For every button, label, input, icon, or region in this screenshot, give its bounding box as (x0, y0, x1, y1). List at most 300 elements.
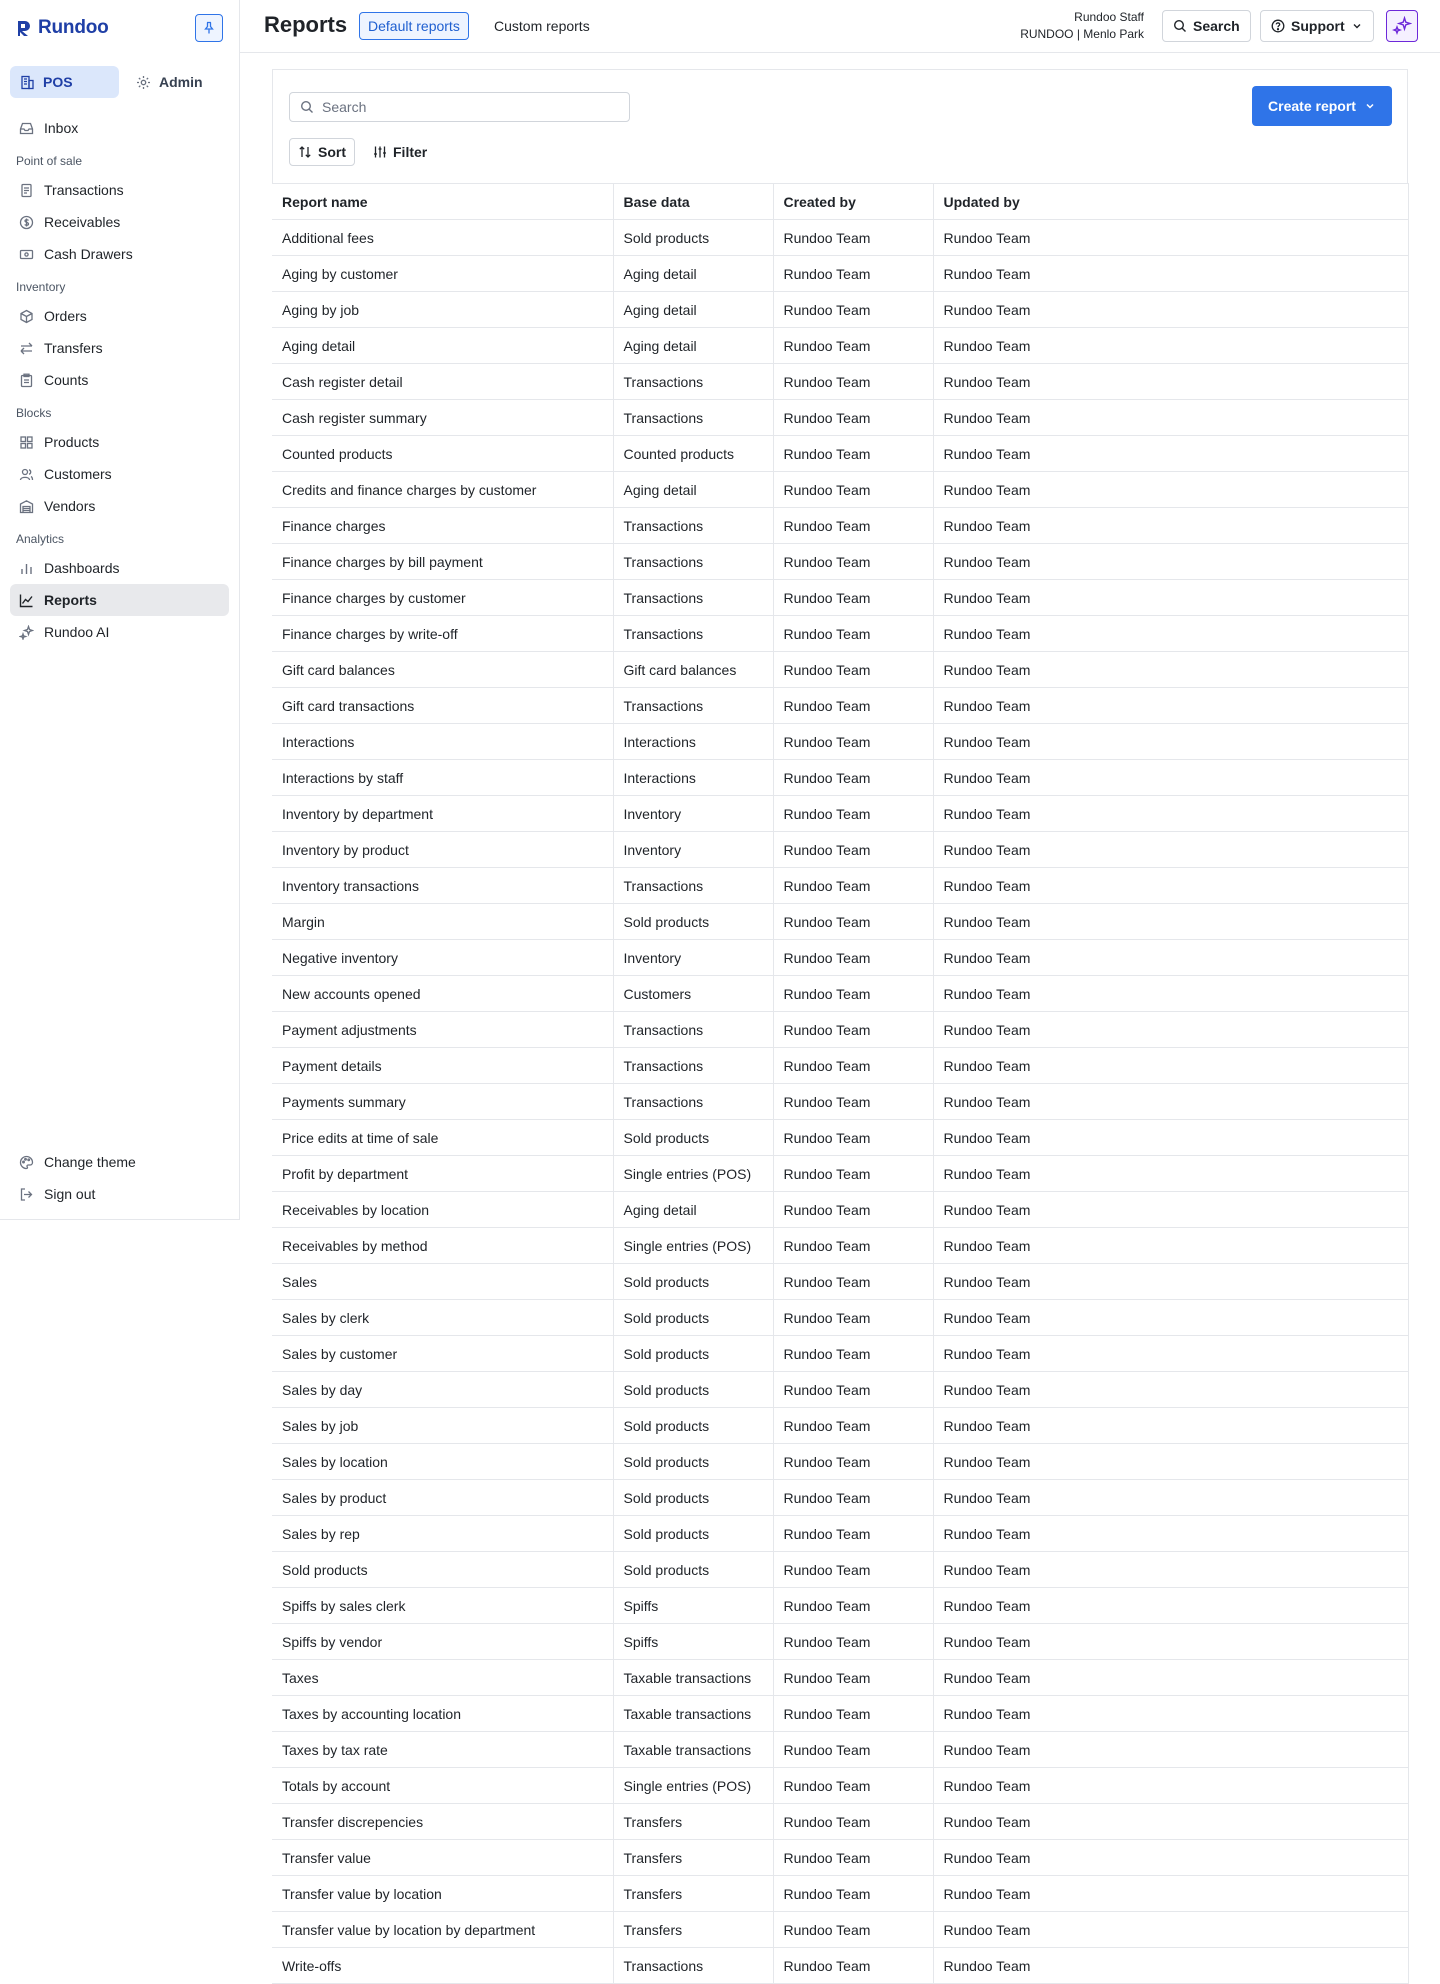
updated-by-cell: Rundoo Team (933, 1012, 1408, 1048)
updated-by-cell: Rundoo Team (933, 1444, 1408, 1480)
updated-by-cell: Rundoo Team (933, 1552, 1408, 1588)
updated-by-cell: Rundoo Team (933, 364, 1408, 400)
sidebar-item-inbox[interactable] (10, 112, 229, 144)
dollar-circle-icon (18, 214, 34, 230)
sidebar-item-label: Inbox (44, 120, 79, 136)
sidebar-item-orders[interactable] (10, 300, 229, 332)
sidebar-item-label: Dashboards (44, 560, 120, 576)
report-name-cell: Sold products (272, 1552, 613, 1588)
base-data-cell: Single entries (POS) (613, 1156, 773, 1192)
table-row[interactable] (272, 1768, 1408, 1804)
created-by-cell: Rundoo Team (773, 1084, 933, 1120)
updated-by-cell: Rundoo Team (933, 1408, 1408, 1444)
created-by-cell: Rundoo Team (773, 976, 933, 1012)
base-data-cell: Transactions (613, 1084, 773, 1120)
report-name-cell: Transfer value (272, 1840, 613, 1876)
table-row[interactable] (272, 1516, 1408, 1552)
table-row[interactable] (272, 1228, 1408, 1264)
created-by-cell: Rundoo Team (773, 1624, 933, 1660)
sidebar-item-reports[interactable] (10, 584, 229, 616)
sidebar-item-rundoo-ai[interactable] (10, 616, 229, 648)
updated-by-cell: Rundoo Team (933, 1300, 1408, 1336)
search-icon (300, 100, 314, 114)
table-row[interactable] (272, 868, 1408, 904)
report-name-cell: Sales by job (272, 1408, 613, 1444)
base-data-cell: Aging detail (613, 472, 773, 508)
base-data-cell: Sold products (613, 1480, 773, 1516)
table-row[interactable] (272, 724, 1408, 760)
table-row[interactable] (272, 1660, 1408, 1696)
report-name-cell: Inventory transactions (272, 868, 613, 904)
sidebar-item-dashboards[interactable] (10, 552, 229, 584)
updated-by-cell: Rundoo Team (933, 1228, 1408, 1264)
base-data-cell: Aging detail (613, 292, 773, 328)
updated-by-cell: Rundoo Team (933, 1624, 1408, 1660)
table-row[interactable] (272, 1804, 1408, 1840)
created-by-cell: Rundoo Team (773, 1480, 933, 1516)
table-row[interactable] (272, 1552, 1408, 1588)
created-by-cell: Rundoo Team (773, 1516, 933, 1552)
report-name-cell: Credits and finance charges by customer (272, 472, 613, 508)
sidebar-item-label: Customers (44, 466, 112, 482)
table-row[interactable] (272, 400, 1408, 436)
palette-icon (18, 1154, 34, 1170)
report-name-cell: Receivables by method (272, 1228, 613, 1264)
created-by-cell: Rundoo Team (773, 688, 933, 724)
created-by-cell: Rundoo Team (773, 472, 933, 508)
base-data-cell: Sold products (613, 1264, 773, 1300)
table-row[interactable] (272, 976, 1408, 1012)
table-body (272, 220, 1408, 1984)
ai-assistant-button[interactable] (1386, 10, 1418, 42)
base-data-cell: Taxable transactions (613, 1660, 773, 1696)
mode-admin-button[interactable] (126, 66, 226, 98)
updated-by-cell: Rundoo Team (933, 220, 1408, 256)
rundoo-logo-icon (16, 19, 32, 37)
report-name-cell: New accounts opened (272, 976, 613, 1012)
report-name-cell: Cash register summary (272, 400, 613, 436)
base-data-cell: Aging detail (613, 1192, 773, 1228)
report-name-cell: Margin (272, 904, 613, 940)
base-data-cell: Transactions (613, 364, 773, 400)
sidebar-item-vendors[interactable] (10, 490, 229, 522)
report-name-cell: Interactions by staff (272, 760, 613, 796)
base-data-cell: Spiffs (613, 1588, 773, 1624)
reports-search-input[interactable] (289, 92, 630, 122)
table-row[interactable] (272, 508, 1408, 544)
created-by-cell: Rundoo Team (773, 1048, 933, 1084)
sort-button[interactable] (289, 138, 355, 166)
table-row[interactable] (272, 688, 1408, 724)
base-data-cell: Transactions (613, 1012, 773, 1048)
base-data-cell: Transfers (613, 1804, 773, 1840)
report-name-cell: Spiffs by vendor (272, 1624, 613, 1660)
updated-by-cell: Rundoo Team (933, 508, 1408, 544)
gear-icon (136, 75, 151, 90)
created-by-cell: Rundoo Team (773, 1192, 933, 1228)
search-icon (1173, 19, 1187, 33)
report-name-cell: Interactions (272, 724, 613, 760)
base-data-cell: Customers (613, 976, 773, 1012)
report-name-cell: Profit by department (272, 1156, 613, 1192)
table-row[interactable] (272, 1264, 1408, 1300)
sidebar-bottom (10, 1146, 229, 1210)
created-by-cell: Rundoo Team (773, 1408, 933, 1444)
base-data-cell: Taxable transactions (613, 1732, 773, 1768)
updated-by-cell: Rundoo Team (933, 796, 1408, 832)
sidebar-item-customers[interactable] (10, 458, 229, 490)
sidebar-item-label: Rundoo AI (44, 624, 110, 640)
table-row[interactable] (272, 796, 1408, 832)
user-name: Rundoo Staff (1074, 10, 1144, 24)
created-by-cell: Rundoo Team (773, 1804, 933, 1840)
table-row[interactable] (272, 904, 1408, 940)
base-data-cell: Inventory (613, 940, 773, 976)
report-name-cell: Finance charges by bill payment (272, 544, 613, 580)
table-row[interactable] (272, 1624, 1408, 1660)
base-data-cell: Sold products (613, 1444, 773, 1480)
table-row[interactable] (272, 940, 1408, 976)
created-by-cell: Rundoo Team (773, 508, 933, 544)
created-by-cell: Rundoo Team (773, 292, 933, 328)
report-name-cell: Negative inventory (272, 940, 613, 976)
sidebar-item-transfers[interactable] (10, 332, 229, 364)
building-icon (20, 75, 35, 90)
created-by-cell: Rundoo Team (773, 1156, 933, 1192)
created-by-cell: Rundoo Team (773, 1732, 933, 1768)
created-by-cell: Rundoo Team (773, 1012, 933, 1048)
updated-by-cell: Rundoo Team (933, 1732, 1408, 1768)
report-name-cell: Counted products (272, 436, 613, 472)
section-blocks: Blocks (16, 406, 52, 420)
updated-by-cell: Rundoo Team (933, 1588, 1408, 1624)
report-name-cell: Sales by day (272, 1372, 613, 1408)
updated-by-cell: Rundoo Team (933, 1804, 1408, 1840)
base-data-cell: Transactions (613, 508, 773, 544)
table-row[interactable] (272, 1696, 1408, 1732)
page-title: Reports (264, 12, 348, 37)
report-name-cell: Sales by customer (272, 1336, 613, 1372)
base-data-cell: Taxable transactions (613, 1696, 773, 1732)
top-bar (240, 0, 1440, 53)
table-row[interactable] (272, 580, 1408, 616)
table-row[interactable] (272, 832, 1408, 868)
table-row[interactable] (272, 1156, 1408, 1192)
brand-name: Rundoo (38, 17, 109, 38)
created-by-cell: Rundoo Team (773, 724, 933, 760)
base-data-cell: Inventory (613, 796, 773, 832)
table-row[interactable] (272, 1444, 1408, 1480)
sidebar-item-label: Reports (44, 592, 97, 608)
created-by-cell: Rundoo Team (773, 544, 933, 580)
column-header-report-name[interactable]: Report name (272, 184, 613, 220)
section-inventory: Inventory (16, 280, 66, 294)
updated-by-cell: Rundoo Team (933, 1768, 1408, 1804)
report-name-cell: Taxes by accounting location (272, 1696, 613, 1732)
table-row[interactable] (272, 1840, 1408, 1876)
table-row[interactable] (272, 616, 1408, 652)
updated-by-cell: Rundoo Team (933, 1876, 1408, 1912)
change-theme-button[interactable] (10, 1146, 229, 1178)
report-name-cell: Sales by rep (272, 1516, 613, 1552)
created-by-cell: Rundoo Team (773, 400, 933, 436)
base-data-cell: Transactions (613, 1048, 773, 1084)
report-name-cell: Payment adjustments (272, 1012, 613, 1048)
report-name-cell: Gift card transactions (272, 688, 613, 724)
brand[interactable] (16, 16, 109, 40)
base-data-cell: Transactions (613, 1948, 773, 1984)
reports-table (272, 183, 1409, 1984)
column-header-created-by[interactable]: Created by (773, 184, 933, 220)
created-by-cell: Rundoo Team (773, 580, 933, 616)
base-data-cell: Transfers (613, 1876, 773, 1912)
table-row[interactable] (272, 256, 1408, 292)
table-row[interactable] (272, 1192, 1408, 1228)
updated-by-cell: Rundoo Team (933, 760, 1408, 796)
users-icon (18, 466, 34, 482)
table-row[interactable] (272, 1912, 1408, 1948)
base-data-cell: Spiffs (613, 1624, 773, 1660)
base-data-cell: Sold products (613, 1120, 773, 1156)
report-name-cell: Aging by customer (272, 256, 613, 292)
report-name-cell: Finance charges (272, 508, 613, 544)
updated-by-cell: Rundoo Team (933, 1264, 1408, 1300)
sparkles-icon (18, 624, 34, 640)
created-by-cell: Rundoo Team (773, 868, 933, 904)
table-row[interactable] (272, 292, 1408, 328)
updated-by-cell: Rundoo Team (933, 1120, 1408, 1156)
table-row[interactable] (272, 1300, 1408, 1336)
support-label: Support (1291, 18, 1345, 34)
report-name-cell: Transfer value by location by department (272, 1912, 613, 1948)
created-by-cell: Rundoo Team (773, 1876, 933, 1912)
created-by-cell: Rundoo Team (773, 940, 933, 976)
grid-icon (18, 434, 34, 450)
pin-icon (202, 21, 216, 35)
created-by-cell: Rundoo Team (773, 1948, 933, 1984)
base-data-cell: Sold products (613, 1408, 773, 1444)
report-name-cell: Gift card balances (272, 652, 613, 688)
inbox-icon (18, 120, 34, 136)
sort-arrows-icon (298, 145, 312, 159)
table-row[interactable] (272, 544, 1408, 580)
updated-by-cell: Rundoo Team (933, 472, 1408, 508)
updated-by-cell: Rundoo Team (933, 1048, 1408, 1084)
created-by-cell: Rundoo Team (773, 652, 933, 688)
sidebar-item-label: Transfers (44, 340, 103, 356)
created-by-cell: Rundoo Team (773, 1696, 933, 1732)
table-row[interactable] (272, 1372, 1408, 1408)
base-data-cell: Sold products (613, 904, 773, 940)
created-by-cell: Rundoo Team (773, 436, 933, 472)
table-row[interactable] (272, 1048, 1408, 1084)
bar-chart-icon (18, 560, 34, 576)
updated-by-cell: Rundoo Team (933, 976, 1408, 1012)
cash-icon (18, 246, 34, 262)
updated-by-cell: Rundoo Team (933, 1336, 1408, 1372)
sort-label: Sort (318, 144, 346, 160)
change-theme-label: Change theme (44, 1154, 136, 1170)
global-search-button[interactable] (1162, 10, 1251, 42)
table-row[interactable] (272, 760, 1408, 796)
report-name-cell: Inventory by product (272, 832, 613, 868)
table-row[interactable] (272, 220, 1408, 256)
created-by-cell: Rundoo Team (773, 1336, 933, 1372)
updated-by-cell: Rundoo Team (933, 940, 1408, 976)
updated-by-cell: Rundoo Team (933, 1156, 1408, 1192)
sliders-icon (373, 145, 387, 159)
updated-by-cell: Rundoo Team (933, 1192, 1408, 1228)
updated-by-cell: Rundoo Team (933, 292, 1408, 328)
updated-by-cell: Rundoo Team (933, 1480, 1408, 1516)
base-data-cell: Interactions (613, 724, 773, 760)
sidebar-nav (10, 112, 229, 648)
chevron-down-icon (1364, 100, 1376, 112)
base-data-cell: Transactions (613, 544, 773, 580)
updated-by-cell: Rundoo Team (933, 1948, 1408, 1984)
report-name-cell: Payment details (272, 1048, 613, 1084)
chevron-down-icon (1351, 20, 1363, 32)
updated-by-cell: Rundoo Team (933, 1696, 1408, 1732)
pin-sidebar-button[interactable] (195, 14, 223, 42)
report-name-cell: Additional fees (272, 220, 613, 256)
table-row[interactable] (272, 364, 1408, 400)
created-by-cell: Rundoo Team (773, 1768, 933, 1804)
report-name-cell: Sales (272, 1264, 613, 1300)
base-data-cell: Single entries (POS) (613, 1228, 773, 1264)
base-data-cell: Transactions (613, 400, 773, 436)
mode-pos-button[interactable] (10, 66, 119, 98)
sidebar-item-cash-drawers[interactable] (10, 238, 229, 270)
filter-button[interactable] (369, 138, 431, 166)
box-icon (18, 308, 34, 324)
updated-by-cell: Rundoo Team (933, 436, 1408, 472)
help-circle-icon (1271, 19, 1285, 33)
line-chart-icon (18, 592, 34, 608)
table-row[interactable] (272, 1336, 1408, 1372)
table-row[interactable] (272, 1588, 1408, 1624)
sidebar-item-label: Products (44, 434, 100, 450)
table-row[interactable] (272, 1480, 1408, 1516)
created-by-cell: Rundoo Team (773, 1228, 933, 1264)
create-report-label: Create report (1268, 98, 1356, 114)
section-point-of-sale: Point of sale (16, 154, 83, 168)
report-name-cell: Aging detail (272, 328, 613, 364)
report-name-cell: Receivables by location (272, 1192, 613, 1228)
table-row[interactable] (272, 472, 1408, 508)
created-by-cell: Rundoo Team (773, 760, 933, 796)
report-name-cell: Price edits at time of sale (272, 1120, 613, 1156)
base-data-cell: Gift card balances (613, 652, 773, 688)
base-data-cell: Transactions (613, 868, 773, 904)
table-row[interactable] (272, 1948, 1408, 1984)
table-row[interactable] (272, 1408, 1408, 1444)
report-name-cell: Sales by location (272, 1444, 613, 1480)
create-report-button[interactable] (1252, 86, 1392, 126)
table-row[interactable] (272, 1732, 1408, 1768)
report-name-cell: Write-offs (272, 1948, 613, 1984)
sidebar-item-products[interactable] (10, 426, 229, 458)
base-data-cell: Interactions (613, 760, 773, 796)
sidebar-item-label: Vendors (44, 498, 96, 514)
table-row[interactable] (272, 1120, 1408, 1156)
report-name-cell: Transfer discrepencies (272, 1804, 613, 1840)
updated-by-cell: Rundoo Team (933, 868, 1408, 904)
created-by-cell: Rundoo Team (773, 220, 933, 256)
sidebar-item-label: Transactions (44, 182, 124, 198)
mode-switch (10, 66, 226, 98)
table-row[interactable] (272, 328, 1408, 364)
created-by-cell: Rundoo Team (773, 1552, 933, 1588)
table-row[interactable] (272, 652, 1408, 688)
sidebar-item-counts[interactable] (10, 364, 229, 396)
created-by-cell: Rundoo Team (773, 1120, 933, 1156)
sparkles-icon (1392, 16, 1412, 36)
created-by-cell: Rundoo Team (773, 1300, 933, 1336)
updated-by-cell: Rundoo Team (933, 400, 1408, 436)
sidebar-item-transactions[interactable] (10, 174, 229, 206)
base-data-cell: Counted products (613, 436, 773, 472)
updated-by-cell: Rundoo Team (933, 832, 1408, 868)
updated-by-cell: Rundoo Team (933, 544, 1408, 580)
created-by-cell: Rundoo Team (773, 1372, 933, 1408)
tab-default-reports[interactable]: Default reports (359, 12, 469, 40)
base-data-cell: Sold products (613, 1300, 773, 1336)
search-placeholder: Search (322, 99, 367, 115)
table-row[interactable] (272, 1876, 1408, 1912)
table-row[interactable] (272, 1084, 1408, 1120)
created-by-cell: Rundoo Team (773, 1588, 933, 1624)
report-name-cell: Aging by job (272, 292, 613, 328)
arrows-left-right-icon (18, 340, 34, 356)
base-data-cell: Sold products (613, 1372, 773, 1408)
sidebar-item-label: Receivables (44, 214, 121, 230)
warehouse-icon (18, 498, 34, 514)
created-by-cell: Rundoo Team (773, 1444, 933, 1480)
created-by-cell: Rundoo Team (773, 1912, 933, 1948)
updated-by-cell: Rundoo Team (933, 1912, 1408, 1948)
column-header-updated-by[interactable]: Updated by (933, 184, 1408, 220)
table-row[interactable] (272, 1012, 1408, 1048)
base-data-cell: Sold products (613, 220, 773, 256)
base-data-cell: Single entries (POS) (613, 1768, 773, 1804)
base-data-cell: Transactions (613, 580, 773, 616)
tab-custom-reports[interactable]: Custom reports (494, 18, 590, 34)
base-data-cell: Sold products (613, 1336, 773, 1372)
sign-out-button[interactable] (10, 1178, 229, 1210)
support-dropdown[interactable] (1260, 10, 1374, 42)
user-info[interactable] (1020, 9, 1144, 43)
global-search-label: Search (1193, 18, 1240, 34)
base-data-cell: Transactions (613, 616, 773, 652)
base-data-cell: Transactions (613, 688, 773, 724)
updated-by-cell: Rundoo Team (933, 328, 1408, 364)
clipboard-icon (18, 372, 34, 388)
column-header-base-data[interactable]: Base data (613, 184, 773, 220)
filter-label: Filter (393, 144, 428, 160)
base-data-cell: Aging detail (613, 256, 773, 292)
report-name-cell: Payments summary (272, 1084, 613, 1120)
created-by-cell: Rundoo Team (773, 832, 933, 868)
updated-by-cell: Rundoo Team (933, 688, 1408, 724)
sidebar-item-receivables[interactable] (10, 206, 229, 238)
report-name-cell: Inventory by department (272, 796, 613, 832)
report-name-cell: Finance charges by customer (272, 580, 613, 616)
table-row[interactable] (272, 436, 1408, 472)
updated-by-cell: Rundoo Team (933, 1840, 1408, 1876)
base-data-cell: Inventory (613, 832, 773, 868)
updated-by-cell: Rundoo Team (933, 724, 1408, 760)
